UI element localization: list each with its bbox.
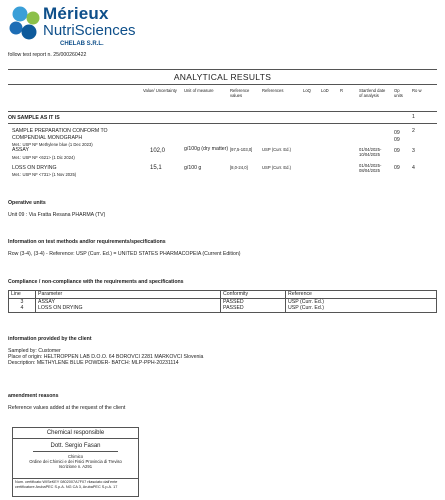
chemical-line1: Chimico: [67, 454, 84, 459]
table-row: [9, 305, 437, 312]
compliance-reference: USP (Curr. Ed.): [286, 298, 437, 305]
col-r: R: [340, 88, 344, 93]
methods-text: Row (3-4), (3-4) - Reference: USP (Curr. Ed.) = UNITED STATES PHARMACOPEIA (Current Edition): [8, 251, 241, 257]
col-op-units: Op units: [394, 88, 403, 99]
result-row-unit: g/100g (dry matter): [184, 146, 229, 152]
compliance-conformity: PASSED: [221, 298, 286, 305]
methods-title: Information on test methods and/or requirements/specifications: [8, 239, 166, 245]
compliance-parameter: ASSAY: [36, 298, 221, 305]
compliance-header-conformity: Conformity: [221, 291, 286, 299]
table-row-number: 1: [412, 114, 415, 120]
result-row-op: 09: [394, 165, 400, 171]
compliance-title: Compliance / non-compliance with the requirements and specifications: [8, 279, 184, 285]
chemical-line3: Iscrizione n. A291: [58, 464, 93, 469]
client-info-title: information provided by the client: [8, 336, 92, 342]
col-dates: Start/end date of analysis: [359, 88, 386, 99]
result-row-name: SAMPLE PREPARATION CONFORM TO COMPENDIAL MONOGRAPH: [12, 128, 108, 141]
result-row-refs: USP (Curr. Ed.): [262, 165, 292, 170]
amendment-text: Reference values added at the request of the client: [8, 405, 126, 411]
compliance-header-parameter: Parameter: [36, 291, 221, 299]
result-row-unit: g/100 g: [184, 165, 202, 171]
result-row-name: LOSS ON DRYING: [12, 165, 57, 171]
result-row-method: Met.: USP NF <731> (1 Nov 2025): [12, 172, 77, 177]
chemical-responsible-name: Dott. Sergio Fasan: [50, 443, 101, 449]
result-row-method: Met.: USP NF <621> (1 Dic 2024): [12, 155, 75, 160]
result-row-index: 2: [412, 128, 415, 134]
section-label: ON SAMPLE AS IT IS: [8, 115, 60, 121]
operative-units-text: Unit 09 : Via Fratta Resana PHARMA (TV): [8, 212, 106, 218]
client-description: Description: METHYLENE BLUE POWDER- BATCH: MLP-PPH-20231114: [8, 360, 179, 366]
logo-brand-line2: NutriSciences: [43, 22, 136, 39]
result-row-method: Met.: USP NF Methylene blue (1 Dec 2023): [12, 142, 93, 147]
col-unit: Unit of measure: [184, 88, 214, 93]
compliance-parameter: LOSS ON DRYING: [36, 305, 221, 312]
amendment-title: amendment reasons: [8, 393, 59, 399]
result-row-dates: 01/04/2025-08/04/2025: [359, 163, 382, 174]
result-row-value: 15,1: [150, 165, 162, 171]
compliance-line: 3: [9, 298, 36, 305]
analytical-results-title: ANALYTICAL RESULTS: [173, 72, 272, 82]
chemical-responsible-title: Chemical responsible: [13, 428, 138, 439]
result-row-ref: [8,0-24,0]: [230, 165, 248, 170]
company-name: CHELAB S.R.L.: [60, 41, 104, 47]
client-place: Place of origin: HELTROPPEN LAB D.O.O. 64 BOROVCI 2281 MARKOVCI Slovenia: [8, 354, 204, 360]
result-row-value: 102,0: [150, 148, 166, 154]
col-references: References: [262, 88, 284, 93]
chemical-certificate: Num. certificato WISeKEY 0802007A7F07 rilasciato dall'ente certificatore ArubaPEC S.p.A. NG CA 3, ArubaPEC S.p.A. 17: [15, 480, 118, 489]
col-lod: LoD: [321, 88, 329, 93]
follow-report-number: follow test report n. 25/000260422: [8, 52, 87, 58]
result-row-name: ASSAY: [12, 147, 29, 153]
col-value: Value/ Uncertainty: [143, 88, 177, 93]
compliance-line: 4: [9, 305, 36, 312]
result-row-dates: 01/04/2025-10/04/2025: [359, 147, 382, 158]
result-row-index: 4: [412, 165, 415, 171]
col-loq: LoQ: [303, 88, 311, 93]
client-sampled: Sampled by: Customer: [8, 348, 61, 354]
operative-units-title: Operative units: [8, 200, 46, 206]
company-logo-icon: [6, 6, 46, 44]
result-row-op: 09: [394, 148, 400, 154]
chemical-responsible-box: [12, 427, 139, 497]
compliance-reference: USP (Curr. Ed.): [286, 305, 437, 312]
compliance-table: [8, 290, 437, 313]
result-row-op: 09: [394, 130, 400, 136]
compliance-header-line: Line: [9, 291, 36, 299]
result-row-op: 09: [394, 137, 400, 143]
result-row-index: 3: [412, 148, 415, 154]
col-ref-values: Reference values: [230, 88, 250, 99]
col-row: Ro w: [412, 88, 422, 93]
table-row: [9, 298, 437, 305]
result-row-refs: USP (Curr. Ed.): [262, 147, 292, 152]
chemical-line2: Ordine dei Chimici e dei Fisici Provincia di Treviso: [29, 459, 122, 464]
logo-brand-line1: Mérieux: [43, 4, 109, 23]
compliance-conformity: PASSED: [221, 305, 286, 312]
compliance-header-reference: Reference: [286, 291, 437, 299]
result-row-ref: [97,5-103,0]: [230, 147, 253, 152]
